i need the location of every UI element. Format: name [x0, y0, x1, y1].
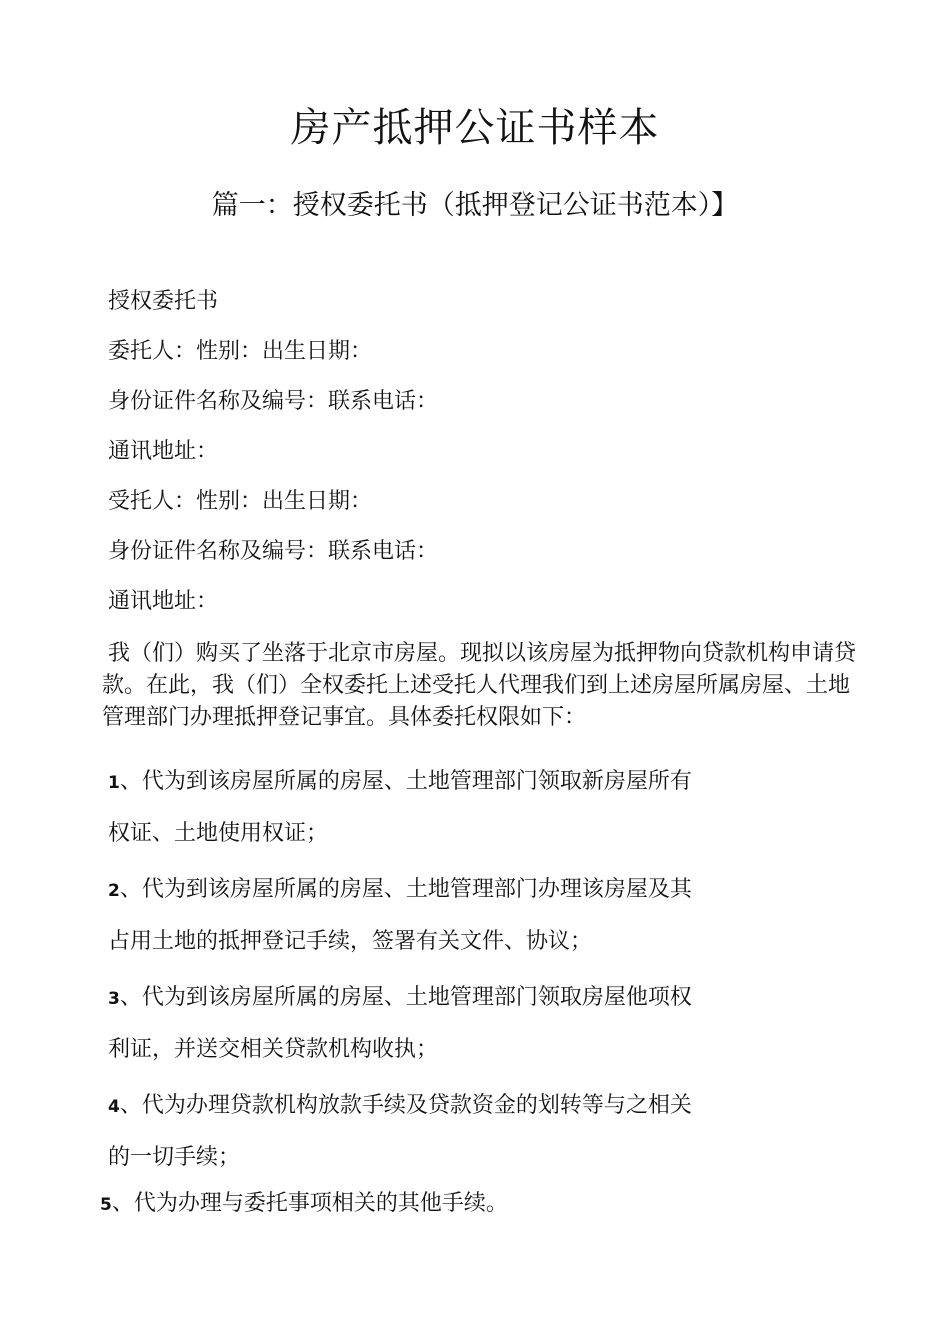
list-item-number: 5	[100, 1195, 112, 1215]
list-item-3	[108, 982, 692, 1015]
document-title: 房产抵押公证书样本	[290, 105, 660, 151]
list-item-number: 2	[108, 881, 120, 901]
field-agent: 受托人：性别：出生日期：	[108, 489, 373, 514]
field-agent-address: 通讯地址：	[108, 589, 219, 614]
list-item-3-continuation: 利证，并送交相关贷款机构收执；	[108, 1037, 439, 1062]
list-item-4-continuation: 的一切手续；	[108, 1145, 241, 1170]
list-item-text: 、代为到该房屋所属的房屋、土地管理部门领取房屋他项权	[119, 985, 692, 1010]
list-item-number: 1	[108, 773, 120, 793]
list-item-text: 、代为办理与委托事项相关的其他手续。	[111, 1191, 508, 1216]
list-item-2-continuation: 占用土地的抵押登记手续，签署有关文件、协议；	[108, 929, 593, 954]
field-principal: 委托人：性别：出生日期：	[108, 339, 373, 364]
field-agent-id: 身份证件名称及编号：联系电话：	[108, 539, 439, 564]
list-item-number: 4	[108, 1097, 120, 1117]
document-subtitle: 篇一：授权委托书（抵押登记公证书范本）】	[211, 190, 739, 221]
field-principal-id: 身份证件名称及编号：联系电话：	[108, 389, 439, 414]
list-item-2	[108, 874, 692, 907]
list-item-1	[108, 766, 692, 799]
list-item-text: 、代为到该房屋所属的房屋、土地管理部门办理该房屋及其	[119, 877, 692, 902]
list-item-text: 、代为办理贷款机构放款手续及贷款资金的划转等与之相关	[119, 1093, 692, 1118]
list-item-text: 、代为到该房屋所属的房屋、土地管理部门领取新房屋所有	[119, 769, 692, 794]
field-principal-address: 通讯地址：	[108, 439, 219, 464]
section-heading: 授权委托书	[108, 289, 219, 314]
list-item-1-continuation: 权证、土地使用权证；	[108, 821, 329, 846]
list-item-5	[100, 1188, 508, 1221]
body-paragraph: 我（们）购买了坐落于北京市房屋。现拟以该房屋为抵押物向贷款机构申请贷款。在此，我（们）全权委托上述受托人代理我们到上述房屋所属房屋、土地管理部门办理抵押登记事宜。具体委托权限如下：	[102, 641, 857, 730]
list-item-number: 3	[108, 989, 120, 1009]
list-item-4	[108, 1090, 692, 1123]
